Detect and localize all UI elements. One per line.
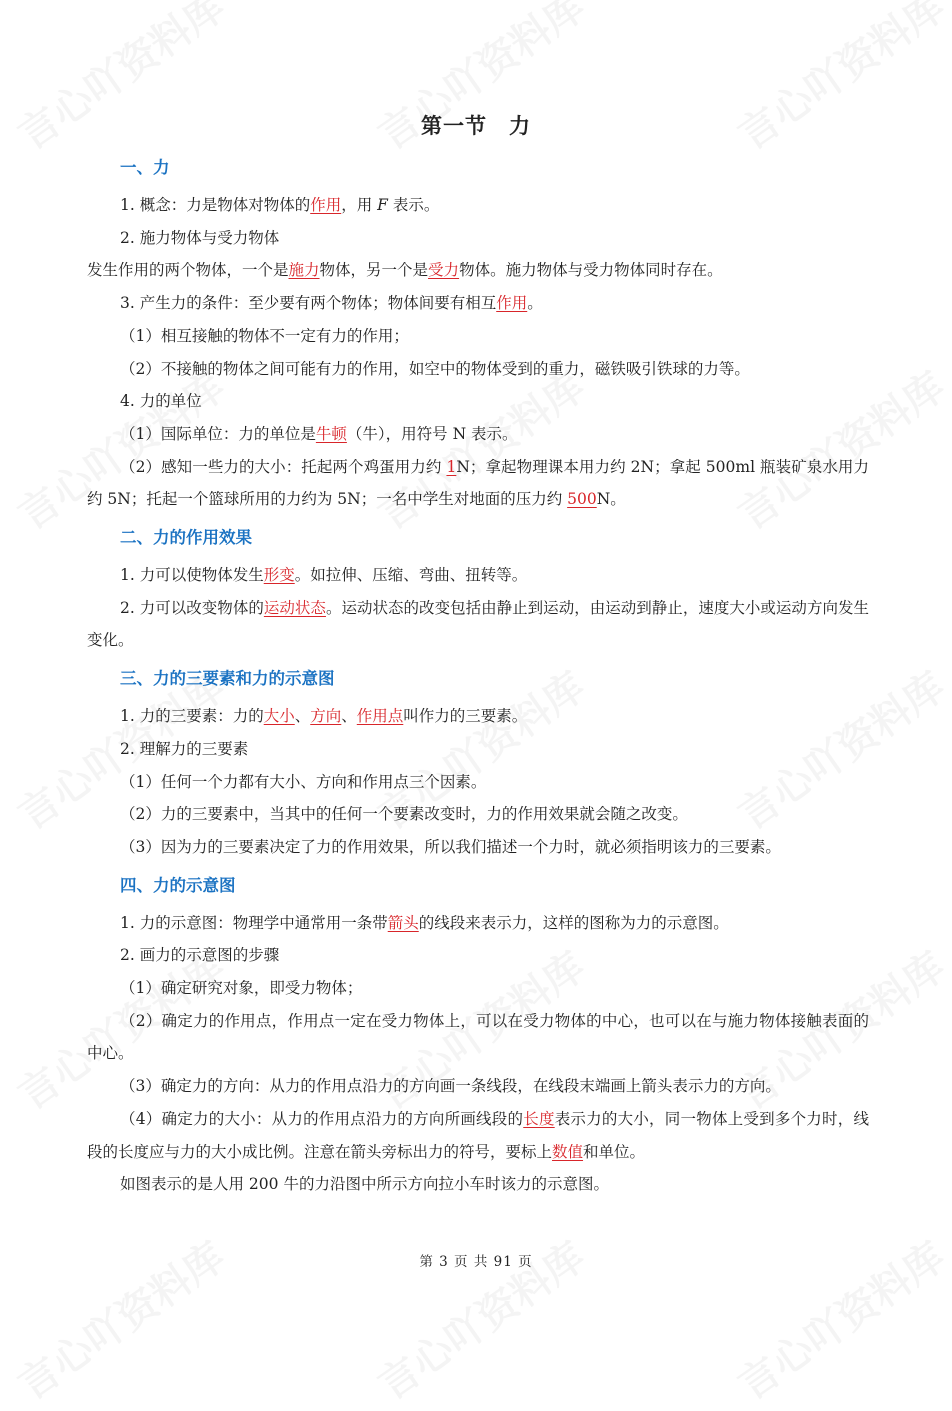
text-segment: ，用	[341, 196, 378, 214]
text-segment: 如图表示的是人用 200 牛的力沿图中所示方向拉小车时该力的示意图。	[120, 1175, 609, 1194]
answer-blank: 作用	[496, 294, 528, 313]
text-segment: 1. 力的三要素：力的	[120, 707, 264, 726]
section-heading: 四、力的示意图	[120, 875, 236, 895]
text-segment: （2）感知一些力的大小：托起两个鸡蛋用力约	[120, 457, 447, 476]
section-heading: 二、力的作用效果	[120, 528, 252, 548]
text-segment: 叫作力的三要素。	[403, 707, 528, 726]
paragraph	[87, 592, 869, 657]
text-segment: 表示。	[387, 196, 440, 214]
text-segment: 和单位。	[583, 1142, 646, 1161]
paragraph	[87, 418, 869, 451]
text-segment: 表示力的大小，同一物体上受到多个力时，线段的长度应与力的大小成比例。注意在箭头旁标出力的符号，要标上	[87, 1109, 869, 1161]
answer-blank: 数值	[552, 1142, 584, 1161]
document-body	[87, 146, 869, 1201]
paragraph	[87, 385, 869, 418]
text-segment: （1）国际单位：力的单位是	[120, 424, 316, 443]
answer-blank: 500	[567, 490, 597, 509]
paragraph	[87, 287, 869, 320]
text-segment: （1）相互接触的物体不一定有力的作用；	[120, 326, 409, 345]
text-segment: 4. 力的单位	[120, 392, 202, 411]
answer-blank: 方向	[310, 707, 342, 726]
answer-blank: 作用	[310, 196, 342, 214]
text-segment: 。	[527, 294, 543, 313]
text-segment: 3. 产生力的条件：至少要有两个物体；物体间要有相互	[120, 294, 497, 313]
text-segment: （4）确定力的大小：从力的作用点沿力的方向所画线段的	[120, 1109, 524, 1128]
answer-blank: 作用点	[356, 707, 404, 726]
text-segment: 2. 画力的示意图的步骤	[120, 946, 280, 965]
answer-blank: 箭头	[387, 913, 419, 932]
answer-blank: 形变	[263, 566, 295, 585]
paragraph	[87, 733, 869, 766]
paragraph	[87, 1070, 869, 1103]
text-segment: 2. 施力物体与受力物体	[120, 228, 280, 247]
text-segment: 。如拉伸、压缩、弯曲、扭转等。	[294, 566, 528, 585]
paragraph	[87, 939, 869, 972]
paragraph	[87, 972, 869, 1005]
paragraph	[87, 1005, 869, 1070]
page-footer: 第 3 页 共 91 页	[419, 1254, 533, 1270]
page-title: 第一节 力	[421, 114, 531, 138]
text-segment: 2. 力可以改变物体的	[120, 598, 264, 617]
paragraph	[87, 254, 869, 287]
text-segment: （2）确定力的作用点，作用点一定在受力物体上，可以在受力物体的中心，也可以在与施力物体接触表面的中心。	[87, 1011, 869, 1063]
paragraph	[87, 831, 869, 864]
paragraph	[87, 907, 869, 940]
answer-blank: 运动状态	[263, 598, 326, 617]
text-segment: N。	[596, 490, 626, 509]
text-segment: 1. 概念：力是物体对物体的	[120, 196, 311, 214]
paragraph	[87, 766, 869, 799]
paragraph	[87, 451, 869, 516]
text-segment: 物体。施力物体与受力物体同时存在。	[459, 261, 723, 280]
paragraph	[87, 1103, 869, 1168]
answer-blank: 施力	[288, 261, 320, 280]
symbol-text: F	[377, 196, 388, 214]
text-segment: （2）不接触的物体之间可能有力的作用，如空中的物体受到的重力，磁铁吸引铁球的力等。	[120, 359, 750, 378]
text-segment: 物体，另一个是	[319, 261, 429, 280]
section-heading: 一、力	[120, 158, 170, 177]
text-segment: 、	[294, 707, 311, 726]
answer-blank: 1	[446, 457, 457, 476]
text-segment: （2）力的三要素中，当其中的任何一个要素改变时，力的作用效果就会随之改变。	[120, 805, 688, 824]
paragraph	[87, 798, 869, 831]
answer-blank: 长度	[523, 1109, 555, 1128]
section-heading: 三、力的三要素和力的示意图	[120, 669, 335, 689]
text-segment: （1）确定研究对象，即受力物体；	[120, 979, 363, 998]
text-segment: 1. 力的示意图：物理学中通常用一条带	[120, 913, 388, 932]
answer-blank: 大小	[263, 707, 295, 726]
answer-blank: 受力	[428, 261, 460, 280]
text-segment: 2. 理解力的三要素	[120, 739, 249, 758]
paragraph	[87, 320, 869, 353]
answer-blank: 牛顿	[315, 424, 347, 443]
text-segment: （3）因为力的三要素决定了力的作用效果，所以我们描述一个力时，就必须指明该力的三要素。	[120, 837, 781, 856]
text-segment: （1）任何一个力都有大小、方向和作用点三个因素。	[120, 772, 487, 791]
text-segment: 、	[341, 707, 357, 726]
text-segment: 1. 力可以使物体发生	[120, 566, 264, 585]
text-segment: （3）确定力的方向：从力的作用点沿力的方向画一条线段，在线段末端画上箭头表示力的方向。	[120, 1077, 781, 1096]
paragraph	[87, 559, 869, 592]
paragraph	[87, 700, 869, 733]
text-segment: N；拿起物理课本用力约 2N；拿起 500ml 瓶装矿泉水用力约 5N；托起一个篮球所用的力约为 5N；一名中学生对地面的压力约	[87, 457, 869, 509]
text-segment: （牛），用符号 N 表示。	[346, 424, 518, 443]
paragraph	[87, 353, 869, 386]
text-segment: 发生作用的两个物体，一个是	[87, 261, 289, 280]
text-segment: 。运动状态的改变包括由静止到运动，由运动到静止，速度大小或运动方向发生变化。	[87, 598, 869, 650]
paragraph	[87, 1168, 869, 1201]
text-segment: 的线段来表示力，这样的图称为力的示意图。	[418, 913, 729, 932]
paragraph	[87, 222, 869, 255]
paragraph	[87, 189, 869, 222]
